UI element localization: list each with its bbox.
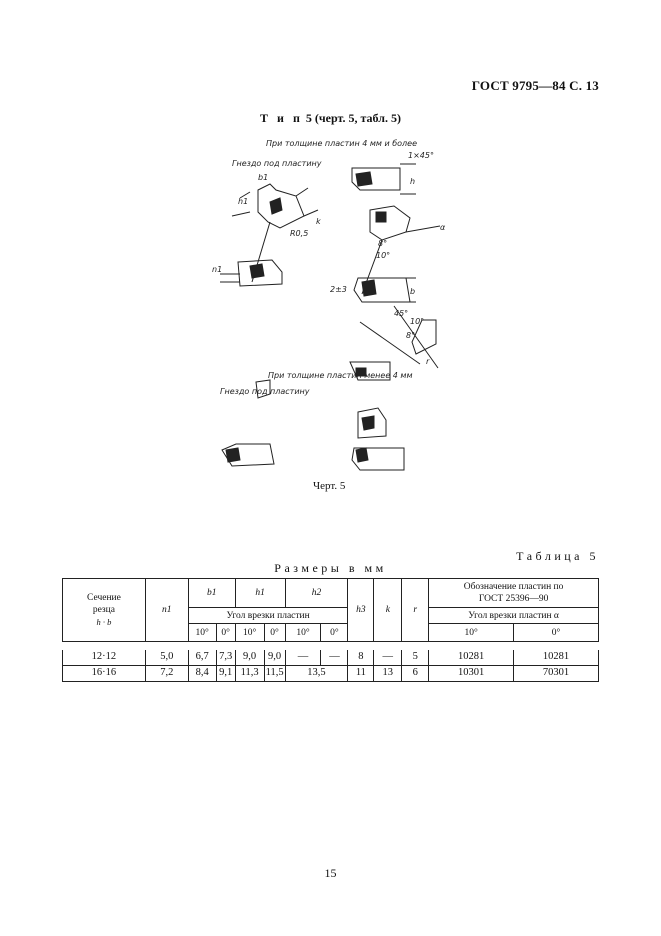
- header-k: k: [374, 579, 402, 642]
- dim-h1-label: h1: [238, 197, 249, 206]
- angle-8-label: 8°: [378, 239, 388, 248]
- dim-k-label: k: [316, 217, 321, 226]
- seat-label-1: Гнездо под пластину: [232, 159, 322, 168]
- header-b1-0: 0°: [216, 624, 235, 642]
- figure-caption: Черт. 5: [313, 480, 346, 492]
- dim-n1-label: n1: [212, 265, 223, 274]
- header-d-10: 10°: [429, 624, 514, 642]
- header-r: r: [402, 579, 429, 642]
- note-thick: При толщине пластин 4 мм и более: [266, 139, 417, 148]
- document-header: ГОСТ 9795—84 С. 13: [471, 78, 599, 93]
- header-h1: h1: [235, 579, 285, 608]
- dim-r-label: r: [426, 357, 430, 366]
- header-d-0: 0°: [514, 624, 599, 642]
- header-b1-10: 10°: [188, 624, 216, 642]
- chamfer-label: 1×45°: [408, 151, 434, 160]
- header-h2-10: 10°: [285, 624, 321, 642]
- table-name: Таблица 5: [516, 549, 599, 563]
- header-h2-0: 0°: [321, 624, 348, 642]
- dim-b-label: b: [410, 287, 416, 296]
- header-h3: h3: [348, 579, 374, 642]
- title-rest: 5 (черт. 5, табл. 5): [305, 111, 401, 125]
- dim-2-3-label: 2±3: [330, 285, 347, 294]
- angle-10-label: 10°: [376, 251, 391, 260]
- title-prefix: Т и п: [260, 111, 303, 125]
- radius-label: R0,5: [290, 229, 309, 238]
- dim-alpha-label: α: [440, 223, 446, 232]
- angle-10b-label: 10°: [410, 317, 425, 326]
- dim-b1-label: b1: [258, 173, 269, 182]
- section-title: [0, 111, 661, 126]
- header-n1: n1: [145, 579, 188, 642]
- angle-8b-label: 8°: [406, 331, 416, 340]
- header-h1-10: 10°: [235, 624, 264, 642]
- angle-45-label: 45°: [394, 309, 409, 318]
- header-cut-angle: Угол врезки пластин: [188, 608, 348, 624]
- table-row: 12·12 5,0 6,7 7,3 9,0 9,0 — — 8 — 5 10281 10281: [63, 650, 599, 666]
- header-h1-0: 0°: [264, 624, 285, 642]
- technical-drawing: [210, 132, 460, 477]
- table-row: 16·16 7,2 8,4 9,1 11,3 11,5 13,5 11 13 6 10301 70301: [63, 665, 599, 681]
- note-thin: При толщине пластин менее 4 мм: [268, 371, 413, 380]
- header-b1: b1: [188, 579, 235, 608]
- header-designation: Обозначение пластин по ГОСТ 25396—90: [429, 579, 599, 608]
- page-number: 15: [324, 866, 337, 880]
- seat-label-2: Гнездо под пластину: [220, 387, 310, 396]
- cutter-side-view: [370, 206, 410, 240]
- header-h2: h2: [285, 579, 348, 608]
- header-cut-angle-alpha: Угол врезки пластин α: [429, 608, 599, 624]
- dim-h-label: h: [410, 177, 416, 186]
- header-section: Сечение резца h · b: [63, 579, 146, 642]
- dimensions-note: Размеры в мм: [274, 561, 387, 575]
- dimensions-table: [62, 578, 599, 682]
